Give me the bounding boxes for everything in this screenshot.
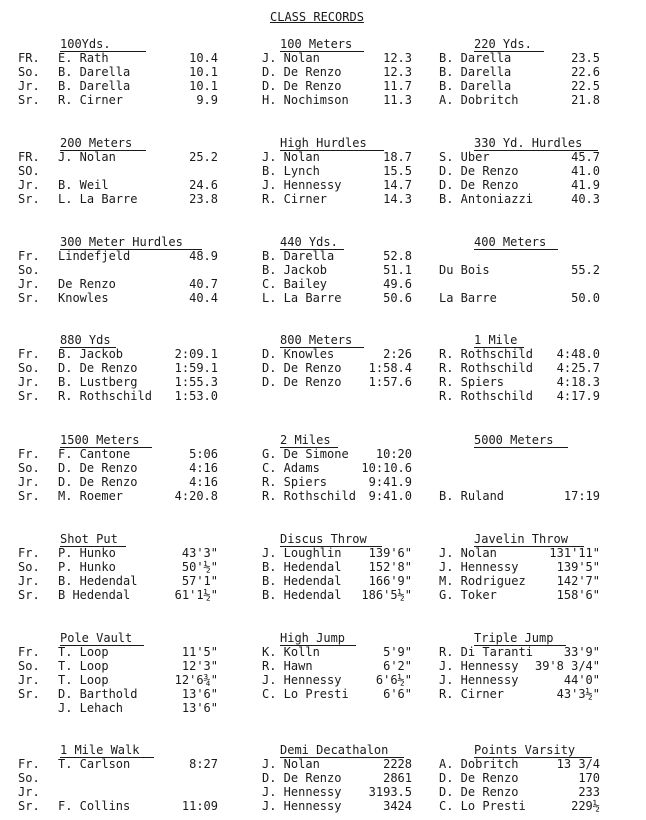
record-mark: 49.6 bbox=[383, 277, 412, 291]
class-label: Jr. bbox=[18, 79, 40, 93]
record-mark: 13 3/4 bbox=[556, 757, 600, 771]
record-mark: 12.3 bbox=[383, 51, 412, 65]
record-mark: 1:57.6 bbox=[368, 375, 412, 389]
record-holder: L. La Barre bbox=[58, 192, 138, 206]
record-holder: T. Carlson bbox=[58, 757, 131, 771]
record-holder: H. Nochimson bbox=[262, 93, 349, 107]
record-holder: C. Adams bbox=[262, 461, 320, 475]
record-holder: J. Loughlin bbox=[262, 546, 342, 560]
record-holder: B. Darella bbox=[58, 65, 131, 79]
record-mark: 50.0 bbox=[571, 291, 600, 305]
record-mark: 152'8" bbox=[368, 560, 412, 574]
record-holder: R. Rothschild bbox=[58, 389, 152, 403]
record-mark: 13'6" bbox=[181, 687, 218, 701]
class-label: Fr. bbox=[18, 546, 40, 560]
record-holder: La Barre bbox=[439, 291, 497, 305]
event-heading: 440 Yds. bbox=[280, 235, 344, 250]
class-label: Jr. bbox=[18, 574, 40, 588]
record-mark: 61'1½" bbox=[174, 588, 218, 602]
record-holder: D. De Renzo bbox=[262, 361, 342, 375]
record-mark: 4:25.7 bbox=[556, 361, 600, 375]
record-mark: 50'½" bbox=[181, 560, 218, 574]
record-mark: 2861 bbox=[383, 771, 412, 785]
record-holder: T. Loop bbox=[58, 659, 109, 673]
record-holder: E. Rath bbox=[58, 51, 109, 65]
record-holder: P. Hunko bbox=[58, 560, 116, 574]
event-heading: 1 Mile Walk bbox=[60, 743, 154, 758]
record-holder: P. Hunko bbox=[58, 546, 116, 560]
class-label: So. bbox=[18, 263, 40, 277]
class-label: So. bbox=[18, 659, 40, 673]
record-holder: B. Weil bbox=[58, 178, 109, 192]
record-mark: 6'6" bbox=[383, 687, 412, 701]
record-holder: T. Loop bbox=[58, 645, 109, 659]
record-mark: 40.4 bbox=[189, 291, 218, 305]
record-mark: 43'3½" bbox=[556, 687, 600, 701]
record-holder: J. Lehach bbox=[58, 701, 124, 715]
class-label: Jr. bbox=[18, 178, 40, 192]
record-holder: M. Roemer bbox=[58, 489, 124, 503]
record-holder: R. Spiers bbox=[262, 475, 328, 489]
record-mark: 24.6 bbox=[189, 178, 218, 192]
event-heading: Points Varsity bbox=[474, 743, 592, 758]
class-label: Sr. bbox=[18, 93, 40, 107]
record-holder: G. De Simone bbox=[262, 447, 349, 461]
record-mark: 55.2 bbox=[571, 263, 600, 277]
record-holder: D. Barthold bbox=[58, 687, 138, 701]
record-holder: Knowles bbox=[58, 291, 109, 305]
event-heading: 880 Yds bbox=[60, 333, 116, 348]
record-holder: B Hedendal bbox=[58, 588, 131, 602]
record-holder: R. Spiers bbox=[439, 375, 505, 389]
event-heading: 220 Yds. bbox=[474, 37, 544, 52]
class-label: Fr. bbox=[18, 757, 40, 771]
record-holder: J. Nolan bbox=[262, 51, 320, 65]
record-holder: D. De Renzo bbox=[262, 771, 342, 785]
record-mark: 12.3 bbox=[383, 65, 412, 79]
event-heading: 330 Yd. Hurdles bbox=[474, 136, 598, 151]
class-label: Fr. bbox=[18, 645, 40, 659]
record-holder: J. Hennessy bbox=[262, 673, 342, 687]
record-holder: B. Hedendal bbox=[262, 574, 342, 588]
class-label: Jr. bbox=[18, 375, 40, 389]
record-mark: 6'2" bbox=[383, 659, 412, 673]
class-label: FR. bbox=[18, 150, 40, 164]
event-heading: Triple Jump bbox=[474, 631, 566, 646]
record-mark: 40.3 bbox=[571, 192, 600, 206]
record-mark: 166'9" bbox=[368, 574, 412, 588]
record-holder: B. Darella bbox=[439, 51, 512, 65]
record-mark: 139'6" bbox=[368, 546, 412, 560]
record-mark: 11.3 bbox=[383, 93, 412, 107]
record-holder: B. Jackob bbox=[58, 347, 124, 361]
record-holder: D. De Renzo bbox=[439, 771, 519, 785]
record-holder: M. Rodriguez bbox=[439, 574, 526, 588]
event-heading: 400 Meters bbox=[474, 235, 558, 250]
class-label: Jr. bbox=[18, 277, 40, 291]
record-mark: 9:41.9 bbox=[368, 475, 412, 489]
class-label: Sr. bbox=[18, 687, 40, 701]
class-label: Jr. bbox=[18, 475, 40, 489]
record-mark: 11'5" bbox=[181, 645, 218, 659]
record-holder: F. Collins bbox=[58, 799, 131, 813]
record-mark: 229½ bbox=[571, 799, 600, 813]
record-holder: B. Lustberg bbox=[58, 375, 138, 389]
class-label: Fr. bbox=[18, 347, 40, 361]
event-heading: Javelin Throw bbox=[474, 532, 584, 547]
event-heading: 2 Miles bbox=[280, 433, 338, 448]
record-holder: J. Hennessy bbox=[262, 178, 342, 192]
event-heading: 1500 Meters bbox=[60, 433, 152, 448]
record-holder: R. Di Taranti bbox=[439, 645, 533, 659]
record-holder: D. Knowles bbox=[262, 347, 335, 361]
event-heading: 800 Meters bbox=[280, 333, 364, 348]
record-mark: 12'3" bbox=[181, 659, 218, 673]
event-heading: 1 Mile bbox=[474, 333, 524, 348]
class-label: Sr. bbox=[18, 799, 40, 813]
record-holder: R. Hawn bbox=[262, 659, 313, 673]
record-holder: D. De Renzo bbox=[262, 79, 342, 93]
record-mark: 52.8 bbox=[383, 249, 412, 263]
class-label: Sr. bbox=[18, 192, 40, 206]
page-title: CLASS RECORDS bbox=[270, 10, 364, 24]
record-mark: 15.5 bbox=[383, 164, 412, 178]
record-mark: 233 bbox=[578, 785, 600, 799]
record-mark: 11:09 bbox=[181, 799, 218, 813]
record-mark: 6'6½" bbox=[375, 673, 412, 687]
event-heading: Discus Throw bbox=[280, 532, 382, 547]
record-holder: R. Cirner bbox=[58, 93, 124, 107]
record-mark: 131'11" bbox=[549, 546, 600, 560]
record-holder: J. Hennessy bbox=[262, 799, 342, 813]
record-holder: T. Loop bbox=[58, 673, 109, 687]
record-mark: 41.9 bbox=[571, 178, 600, 192]
class-label: Jr. bbox=[18, 673, 40, 687]
record-holder: B. Antoniazzi bbox=[439, 192, 533, 206]
record-holder: J. Hennessy bbox=[262, 785, 342, 799]
record-mark: 23.5 bbox=[571, 51, 600, 65]
record-holder: C. Lo Presti bbox=[439, 799, 526, 813]
record-holder: R. Cirner bbox=[262, 192, 328, 206]
record-mark: 1:53.0 bbox=[174, 389, 218, 403]
record-mark: 13'6" bbox=[181, 701, 218, 715]
record-mark: 170 bbox=[578, 771, 600, 785]
class-label: Sr. bbox=[18, 389, 40, 403]
record-mark: 10.4 bbox=[189, 51, 218, 65]
record-holder: A. Dobritch bbox=[439, 757, 519, 771]
record-mark: 50.6 bbox=[383, 291, 412, 305]
record-mark: 4:20.8 bbox=[174, 489, 218, 503]
record-mark: 21.8 bbox=[571, 93, 600, 107]
record-mark: 44'0" bbox=[563, 673, 600, 687]
event-heading: Shot Put bbox=[60, 532, 126, 547]
record-mark: 4:18.3 bbox=[556, 375, 600, 389]
record-mark: 1:59.1 bbox=[174, 361, 218, 375]
record-mark: 57'1" bbox=[181, 574, 218, 588]
record-mark: 2:09.1 bbox=[174, 347, 218, 361]
record-mark: 12'6¾" bbox=[174, 673, 218, 687]
class-label: SO. bbox=[18, 164, 40, 178]
record-mark: 40.7 bbox=[189, 277, 218, 291]
record-mark: 142'7" bbox=[556, 574, 600, 588]
record-holder: B. Hedendal bbox=[262, 560, 342, 574]
record-holder: J. Hennessy bbox=[439, 560, 519, 574]
record-holder: D. De Renzo bbox=[439, 164, 519, 178]
record-holder: Du Bois bbox=[439, 263, 490, 277]
record-mark: 9:41.0 bbox=[368, 489, 412, 503]
record-mark: 33'9" bbox=[563, 645, 600, 659]
record-mark: 3193.5 bbox=[368, 785, 412, 799]
record-mark: 48.9 bbox=[189, 249, 218, 263]
event-heading: High Hurdles bbox=[280, 136, 384, 151]
event-heading: 200 Meters bbox=[60, 136, 146, 151]
record-holder: R. Rothschild bbox=[439, 347, 533, 361]
class-label: Sr. bbox=[18, 291, 40, 305]
class-label: Sr. bbox=[18, 489, 40, 503]
class-label: So. bbox=[18, 771, 40, 785]
record-mark: 158'6" bbox=[556, 588, 600, 602]
record-holder: B. Darella bbox=[439, 65, 512, 79]
record-mark: 9.9 bbox=[196, 93, 218, 107]
record-holder: J. Nolan bbox=[439, 546, 497, 560]
event-heading: 100 Meters bbox=[280, 37, 364, 52]
record-mark: 17:19 bbox=[563, 489, 600, 503]
event-heading: High Jump bbox=[280, 631, 356, 646]
record-mark: 4:48.0 bbox=[556, 347, 600, 361]
record-mark: 11.7 bbox=[383, 79, 412, 93]
class-label: So. bbox=[18, 65, 40, 79]
event-heading: 5000 Meters bbox=[474, 433, 568, 448]
record-holder: R. Rothschild bbox=[439, 361, 533, 375]
record-mark: 186'5½" bbox=[361, 588, 412, 602]
class-label: Sr. bbox=[18, 588, 40, 602]
class-label: Jr. bbox=[18, 785, 40, 799]
record-holder: B. Darella bbox=[262, 249, 335, 263]
record-holder: Lindefjeld bbox=[58, 249, 131, 263]
record-holder: D. De Renzo bbox=[439, 178, 519, 192]
record-mark: 18.7 bbox=[383, 150, 412, 164]
record-holder: A. Dobritch bbox=[439, 93, 519, 107]
record-mark: 10:10.6 bbox=[361, 461, 412, 475]
record-mark: 4:17.9 bbox=[556, 389, 600, 403]
record-mark: 139'5" bbox=[556, 560, 600, 574]
record-mark: 23.8 bbox=[189, 192, 218, 206]
record-mark: 5:06 bbox=[189, 447, 218, 461]
record-mark: 8:27 bbox=[189, 757, 218, 771]
record-mark: 39'8 3/4" bbox=[534, 659, 600, 673]
record-holder: J. Nolan bbox=[262, 150, 320, 164]
record-holder: D. De Renzo bbox=[262, 375, 342, 389]
record-mark: 51.1 bbox=[383, 263, 412, 277]
record-mark: 5'9" bbox=[383, 645, 412, 659]
record-holder: K. Kolln bbox=[262, 645, 320, 659]
event-heading: 300 Meter Hurdles bbox=[60, 235, 202, 250]
record-holder: J. Hennessy bbox=[439, 659, 519, 673]
record-holder: B. Hedendal bbox=[262, 588, 342, 602]
record-mark: 22.6 bbox=[571, 65, 600, 79]
record-holder: B. Hedendal bbox=[58, 574, 138, 588]
class-label: So. bbox=[18, 560, 40, 574]
record-holder: C. Lo Presti bbox=[262, 687, 349, 701]
record-mark: 41.0 bbox=[571, 164, 600, 178]
record-holder: C. Bailey bbox=[262, 277, 328, 291]
class-label: Fr. bbox=[18, 249, 40, 263]
record-holder: J. Hennessy bbox=[439, 673, 519, 687]
record-holder: J. Nolan bbox=[58, 150, 116, 164]
record-holder: B. Ruland bbox=[439, 489, 505, 503]
record-holder: R. Rothschild bbox=[262, 489, 356, 503]
record-mark: 14.3 bbox=[383, 192, 412, 206]
record-mark: 10.1 bbox=[189, 65, 218, 79]
record-holder: D. De Renzo bbox=[58, 475, 138, 489]
record-holder: D. De Renzo bbox=[439, 785, 519, 799]
class-label: So. bbox=[18, 461, 40, 475]
record-mark: 4:16 bbox=[189, 461, 218, 475]
record-holder: B. Darella bbox=[58, 79, 131, 93]
record-mark: 2228 bbox=[383, 757, 412, 771]
record-mark: 1:58.4 bbox=[368, 361, 412, 375]
record-holder: J. Nolan bbox=[262, 757, 320, 771]
record-mark: 25.2 bbox=[189, 150, 218, 164]
class-label: Fr. bbox=[18, 447, 40, 461]
record-holder: D. De Renzo bbox=[58, 361, 138, 375]
record-mark: 22.5 bbox=[571, 79, 600, 93]
record-holder: B. Jackob bbox=[262, 263, 328, 277]
record-holder: L. La Barre bbox=[262, 291, 342, 305]
record-holder: R. Rothschild bbox=[439, 389, 533, 403]
record-mark: 4:16 bbox=[189, 475, 218, 489]
record-mark: 10:20 bbox=[375, 447, 412, 461]
record-holder: De Renzo bbox=[58, 277, 116, 291]
record-holder: S. Uber bbox=[439, 150, 490, 164]
record-mark: 1:55.3 bbox=[174, 375, 218, 389]
record-holder: G. Toker bbox=[439, 588, 497, 602]
record-mark: 14.7 bbox=[383, 178, 412, 192]
event-heading: 100Yds. bbox=[60, 37, 146, 52]
class-label: FR. bbox=[18, 51, 40, 65]
record-mark: 43'3" bbox=[181, 546, 218, 560]
record-holder: B. Lynch bbox=[262, 164, 320, 178]
record-holder: D. De Renzo bbox=[262, 65, 342, 79]
class-label: So. bbox=[18, 361, 40, 375]
event-heading: Pole Vault bbox=[60, 631, 144, 646]
record-mark: 3424 bbox=[383, 799, 412, 813]
record-holder: R. Cirner bbox=[439, 687, 505, 701]
record-mark: 45.7 bbox=[571, 150, 600, 164]
record-holder: D. De Renzo bbox=[58, 461, 138, 475]
record-mark: 10.1 bbox=[189, 79, 218, 93]
record-holder: B. Darella bbox=[439, 79, 512, 93]
event-heading: Demi Decathalon bbox=[280, 743, 404, 758]
record-mark: 2:26 bbox=[383, 347, 412, 361]
record-holder: F. Cantone bbox=[58, 447, 131, 461]
